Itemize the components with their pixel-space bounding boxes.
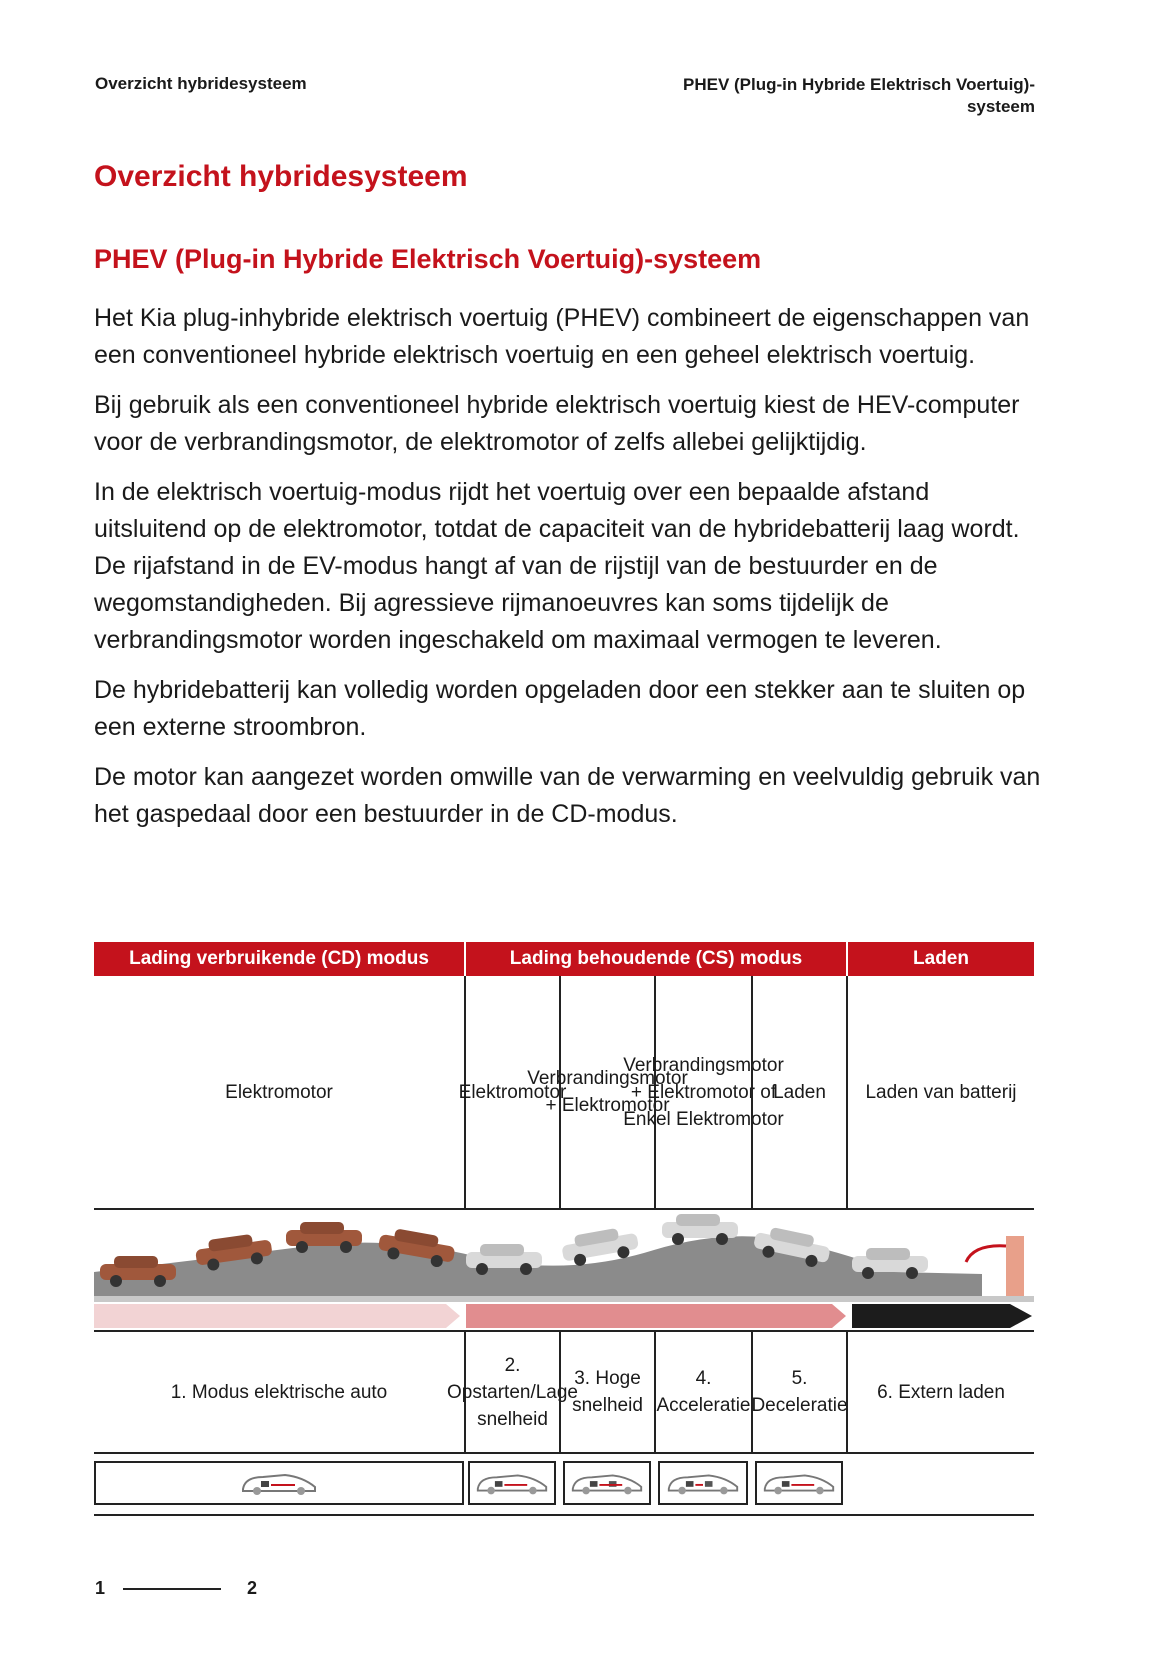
paragraph: De motor kan aangezet worden omwille van de verwarming en veelvuldig gebruik van het gaspedaal door een bestuurder in de CD-modus.	[94, 763, 1041, 828]
situation-cell: 3. Hoge snelheid	[559, 1332, 654, 1452]
icon-cell	[751, 1452, 846, 1514]
header-cd-mode: Lading verbruikende (CD) modus	[94, 942, 464, 976]
powertrain-diagram-icon	[755, 1461, 843, 1505]
powertrain-diagram-icon	[658, 1461, 748, 1505]
paragraph: Bij gebruik als een conventioneel hybride elektrisch voertuig kiest de HEV-computer voor de verbrandingsmotor, de elektromotor of zelfs allebei gelijktijdig.	[94, 391, 1020, 456]
paragraph: De hybridebatterij kan volledig worden opgeladen door een stekker aan te sluiten op een externe stroombron.	[94, 676, 1026, 741]
page-number: 2	[247, 1578, 258, 1598]
mode-cell: Elektromotor	[464, 976, 559, 1208]
footer-divider	[123, 1588, 221, 1590]
situation-cell: 5. Deceleratie	[751, 1332, 846, 1452]
powertrain-diagram-icon	[563, 1461, 651, 1505]
icon-cell	[654, 1452, 751, 1514]
paragraph: In de elektrisch voertuig-modus rijdt het voertuig over een bepaalde afstand uitsluitend op de elektromotor, totdat de capaciteit van de hybridebatterij laag wordt. De rijafstand in de EV-modus hangt af van de rijstijl van de bestuurder en de wegomstandigheden. Bij agressieve rijmanoeuvres kan soms tijdelijk de verbrandingsmotor worden ingeschakeld om maximaal vermogen te leveren.	[94, 478, 1020, 654]
mode-cell: Laden	[751, 976, 846, 1208]
running-header-right: PHEV (Plug-in Hybride Elektrisch Voertuig)-systeem	[682, 75, 1035, 116]
icon-cell	[559, 1452, 654, 1514]
mode-cell: Verbrandingsmotor + Elektromotor	[559, 976, 654, 1208]
driving-scenario-illustration	[94, 1208, 1034, 1330]
icon-cell	[94, 1452, 464, 1514]
cs-mode-arrow	[466, 1304, 846, 1328]
header-cs-mode: Lading behoudende (CS) modus	[464, 942, 846, 976]
situation-cell: 2. Opstarten/Lage snelheid	[464, 1332, 559, 1452]
situation-row	[94, 1330, 1034, 1454]
situation-cell: 6. Extern laden	[846, 1332, 1034, 1452]
icon-cell	[846, 1452, 1034, 1514]
chapter-number: 1	[95, 1578, 106, 1598]
paragraph: Het Kia plug-inhybride elektrisch voertuig (PHEV) combineert de eigenschappen van een conventioneel hybride elektrisch voertuig en een geheel elektrisch voertuig.	[94, 304, 1030, 369]
situation-cell: 1. Modus elektrische auto	[170, 1381, 388, 1403]
mode-description-row	[94, 976, 1034, 1210]
icon-cell	[464, 1452, 559, 1514]
page-footer	[95, 1578, 257, 1599]
charge-arrow	[852, 1304, 1032, 1328]
powertrain-diagram-icon	[94, 1461, 464, 1505]
powertrain-diagram-icon	[468, 1461, 556, 1505]
body-text	[94, 300, 1044, 846]
mode-cell: Laden van batterij	[846, 976, 1034, 1208]
mode-header-row	[94, 942, 1034, 976]
mode-cell: Elektromotor	[225, 1081, 333, 1103]
road-edge	[94, 1296, 1034, 1302]
situation-cell: 4. Acceleratie	[654, 1332, 751, 1452]
powertrain-icon-row	[94, 1452, 1034, 1516]
section-title: PHEV (Plug-in Hybride Elektrisch Voertuig)-systeem	[94, 244, 762, 274]
running-header-left: Overzicht hybridesysteem	[95, 74, 307, 93]
page-title: Overzicht hybridesysteem	[94, 160, 468, 193]
mode-cell: Verbrandingsmotor + Elektromotor of Enkel Elektromotor	[654, 976, 751, 1208]
header-charge: Laden	[846, 942, 1034, 976]
cd-mode-arrow	[94, 1304, 460, 1328]
